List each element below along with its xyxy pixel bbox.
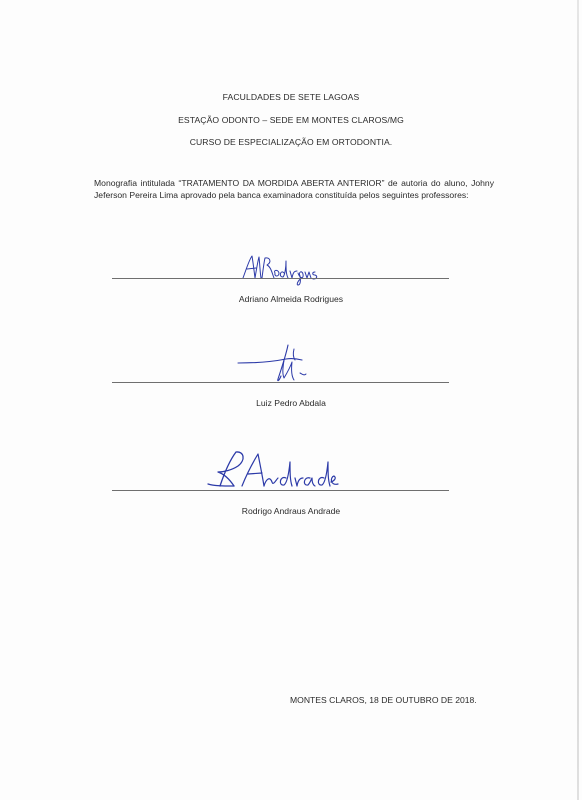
- examiner-1-signature-line: [112, 278, 449, 279]
- institution-name: FACULDADES DE SETE LAGOAS: [222, 92, 360, 102]
- examiner-3-signature: [200, 446, 340, 496]
- approval-paragraph: Monografia intitulada “TRATAMENTO DA MORDIDA ABERTA ANTERIOR” de autoria do aluno, Johny Jeferson Pereira Lima aprovado pela banca examinadora constituída pelos seguintes professores:: [94, 178, 494, 200]
- place-and-date: MONTES CLAROS, 18 DE OUTUBRO DE 2018.: [290, 695, 477, 705]
- examiner-1-name: Adriano Almeida Rodrigues: [238, 294, 344, 304]
- station-name: ESTAÇÃO ODONTO – SEDE EM MONTES CLAROS/MG: [178, 115, 404, 125]
- examiner-3-name: Rodrigo Andraus Andrade: [241, 506, 341, 516]
- examiner-2-signature-line: [112, 382, 449, 383]
- examiner-2-name: Luiz Pedro Abdala: [256, 398, 326, 408]
- examiner-3-signature-line: [112, 490, 449, 491]
- examiner-1-signature: [238, 252, 328, 286]
- course-name: CURSO DE ESPECIALIZAÇÃO EM ORTODONTIA.: [189, 137, 393, 147]
- examiner-2-signature: [236, 343, 326, 385]
